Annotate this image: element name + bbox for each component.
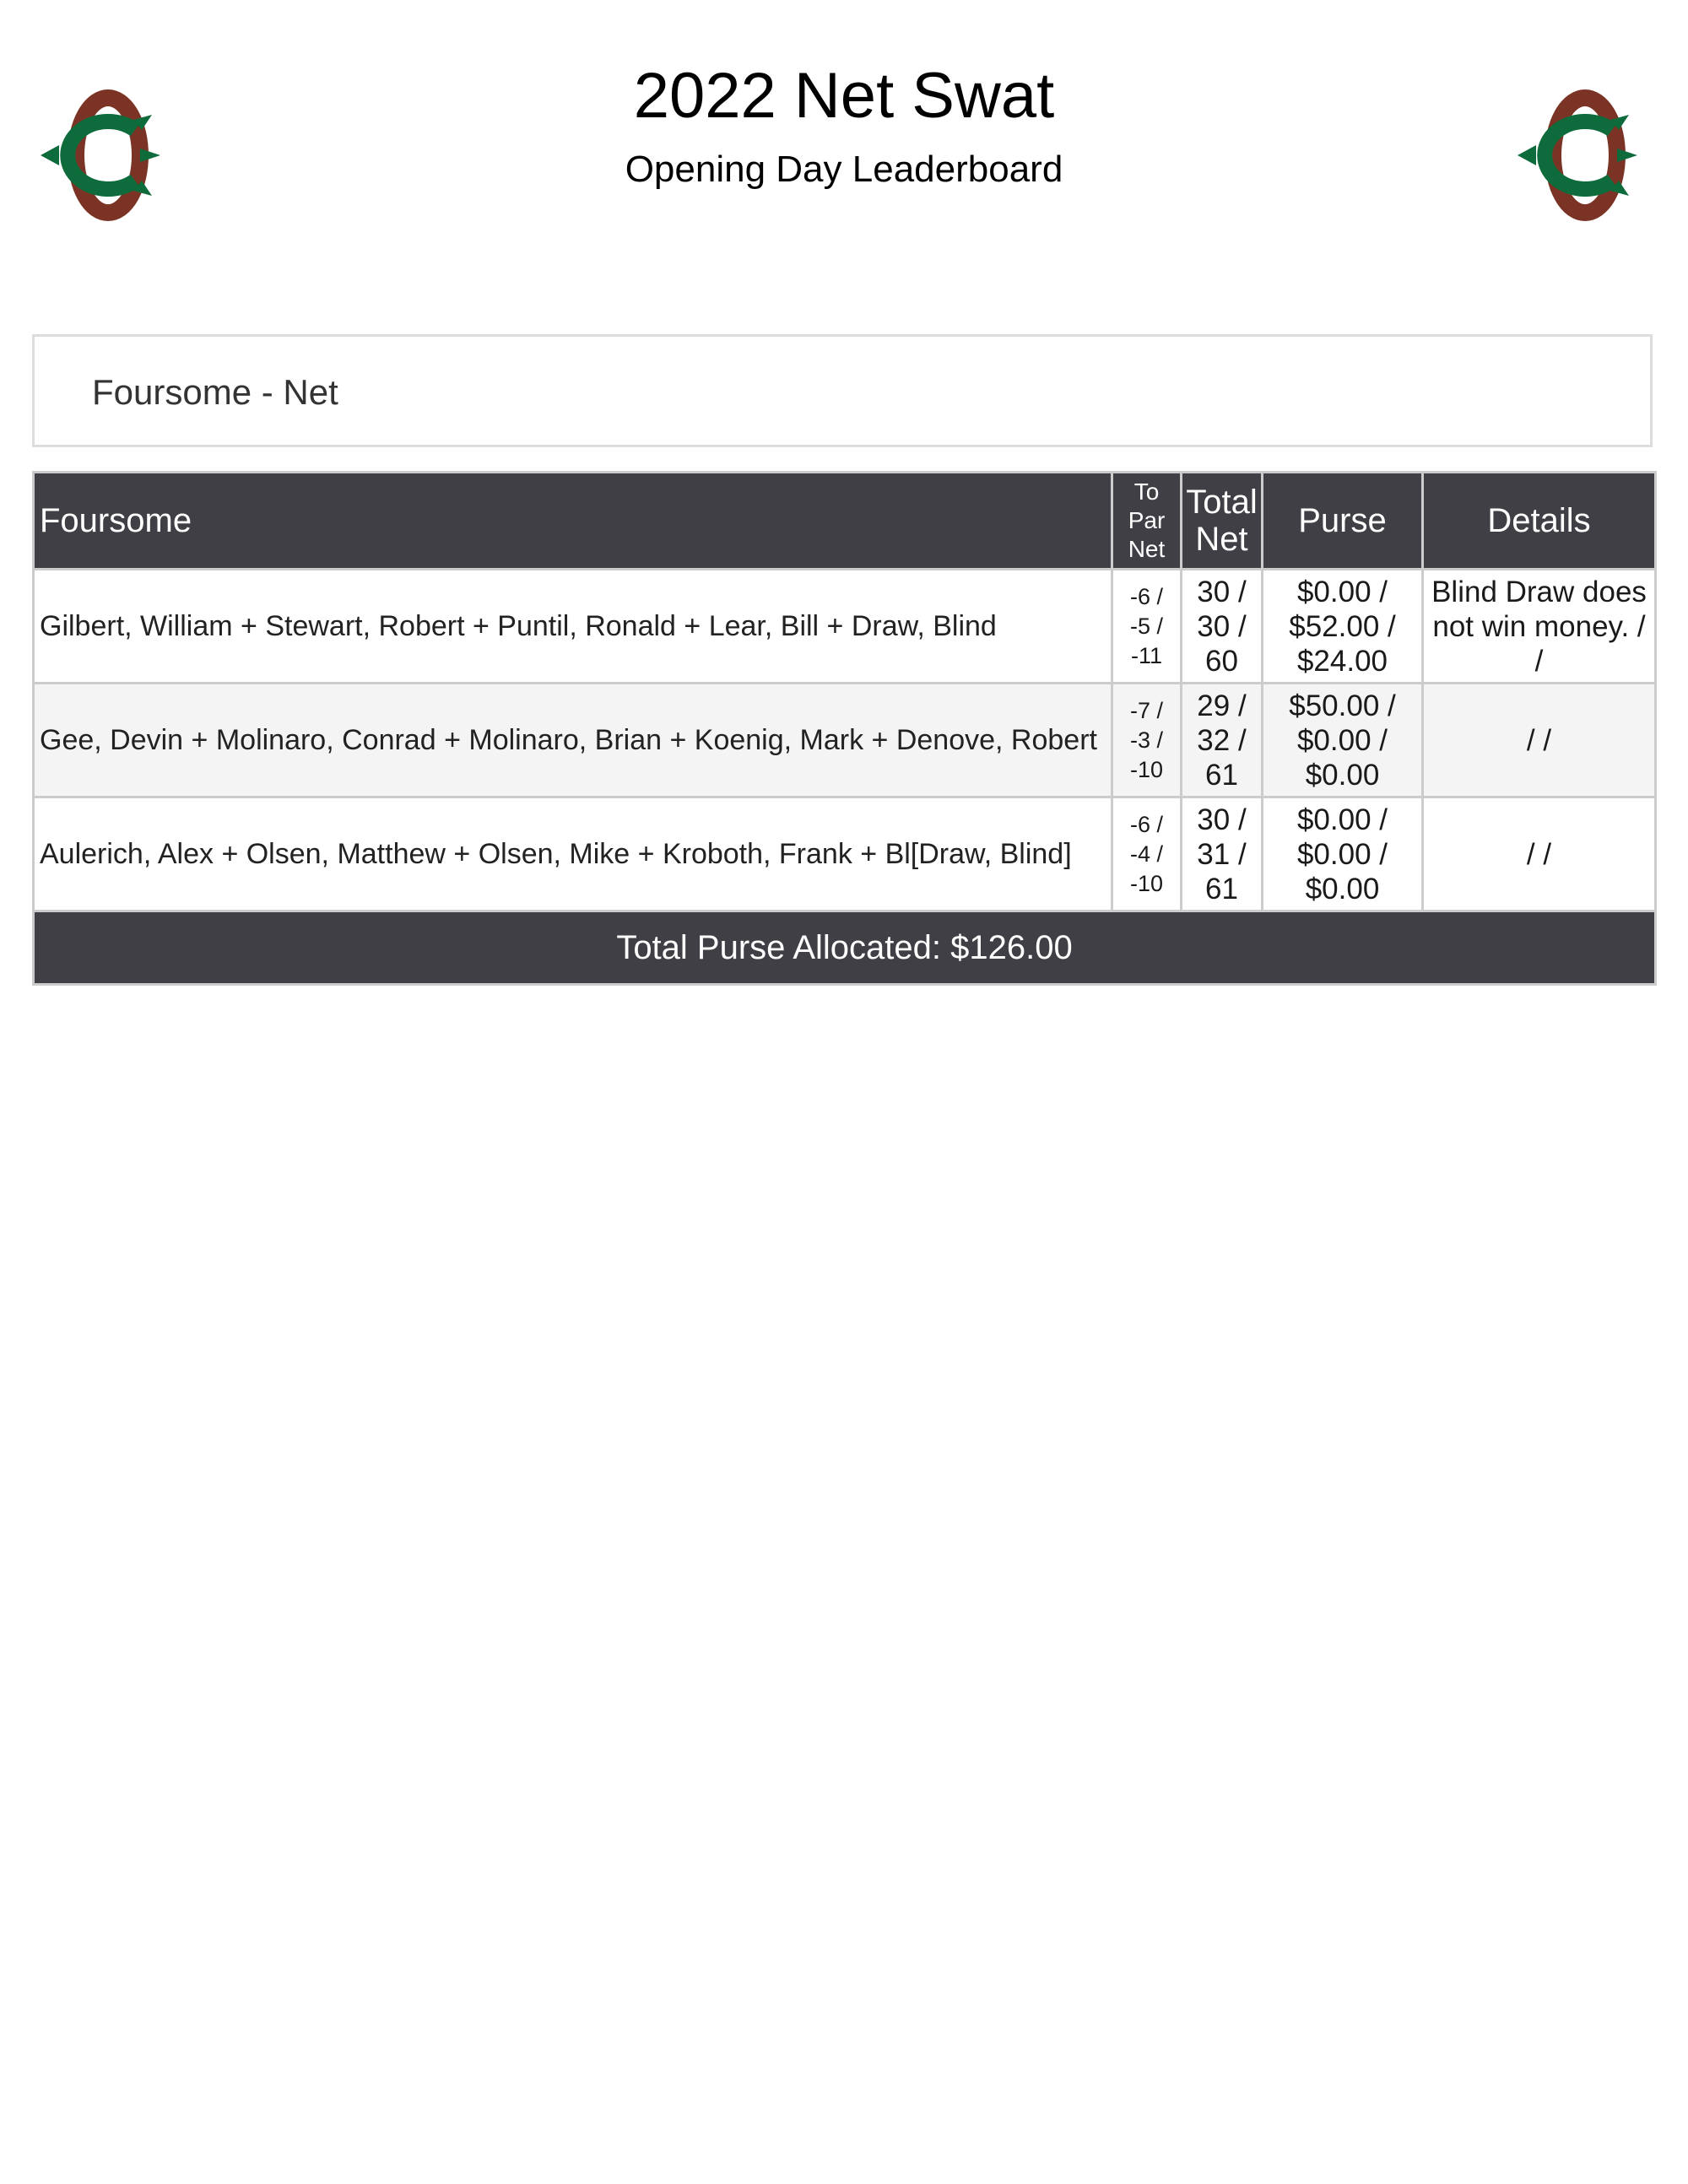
foursome-players: Gee, Devin + Molinaro, Conrad + Molinaro, Brian + Koenig, Mark + Denove, Robert [34,684,1112,797]
column-header-purse: Purse [1263,473,1423,570]
purse-cell: $0.00 / $0.00 / $0.00 [1263,797,1423,911]
table-header-row [34,473,1656,570]
purse-cell: $0.00 / $52.00 / $24.00 [1263,570,1423,684]
total-purse-allocated: Total Purse Allocated: $126.00 [34,911,1656,985]
total-net-cell: 30 / 31 / 61 [1182,797,1263,911]
table-footer-row [34,911,1656,985]
column-header-details: Details [1423,473,1656,570]
table-row [34,797,1656,911]
table-row [34,570,1656,684]
to-par-net-cell: -6 / -4 / -10 [1112,797,1182,911]
column-header-total-net: Total Net [1182,473,1263,570]
column-header-foursome: Foursome [34,473,1112,570]
details-cell: Blind Draw does not win money. / / [1423,570,1656,684]
foursome-players: Aulerich, Alex + Olsen, Matthew + Olsen, Mike + Kroboth, Frank + Bl[Draw, Blind] [34,797,1112,911]
foursome-players: Gilbert, William + Stewart, Robert + Puntil, Ronald + Lear, Bill + Draw, Blind [34,570,1112,684]
purse-cell: $50.00 / $0.00 / $0.00 [1263,684,1423,797]
to-par-net-cell: -6 / -5 / -11 [1112,570,1182,684]
total-net-cell: 29 / 32 / 61 [1182,684,1263,797]
to-par-net-cell: -7 / -3 / -10 [1112,684,1182,797]
section-header [32,334,1653,447]
table-row [34,684,1656,797]
column-header-to-par-net: To Par Net [1112,473,1182,570]
leaderboard-table [32,471,1657,986]
page-subtitle: Opening Day Leaderboard [625,149,1063,190]
page-title: 2022 Net Swat [633,60,1055,132]
section-title: Foursome - Net [92,372,338,412]
total-net-cell: 30 / 30 / 60 [1182,570,1263,684]
details-cell: / / [1423,684,1656,797]
details-cell: / / [1423,797,1656,911]
